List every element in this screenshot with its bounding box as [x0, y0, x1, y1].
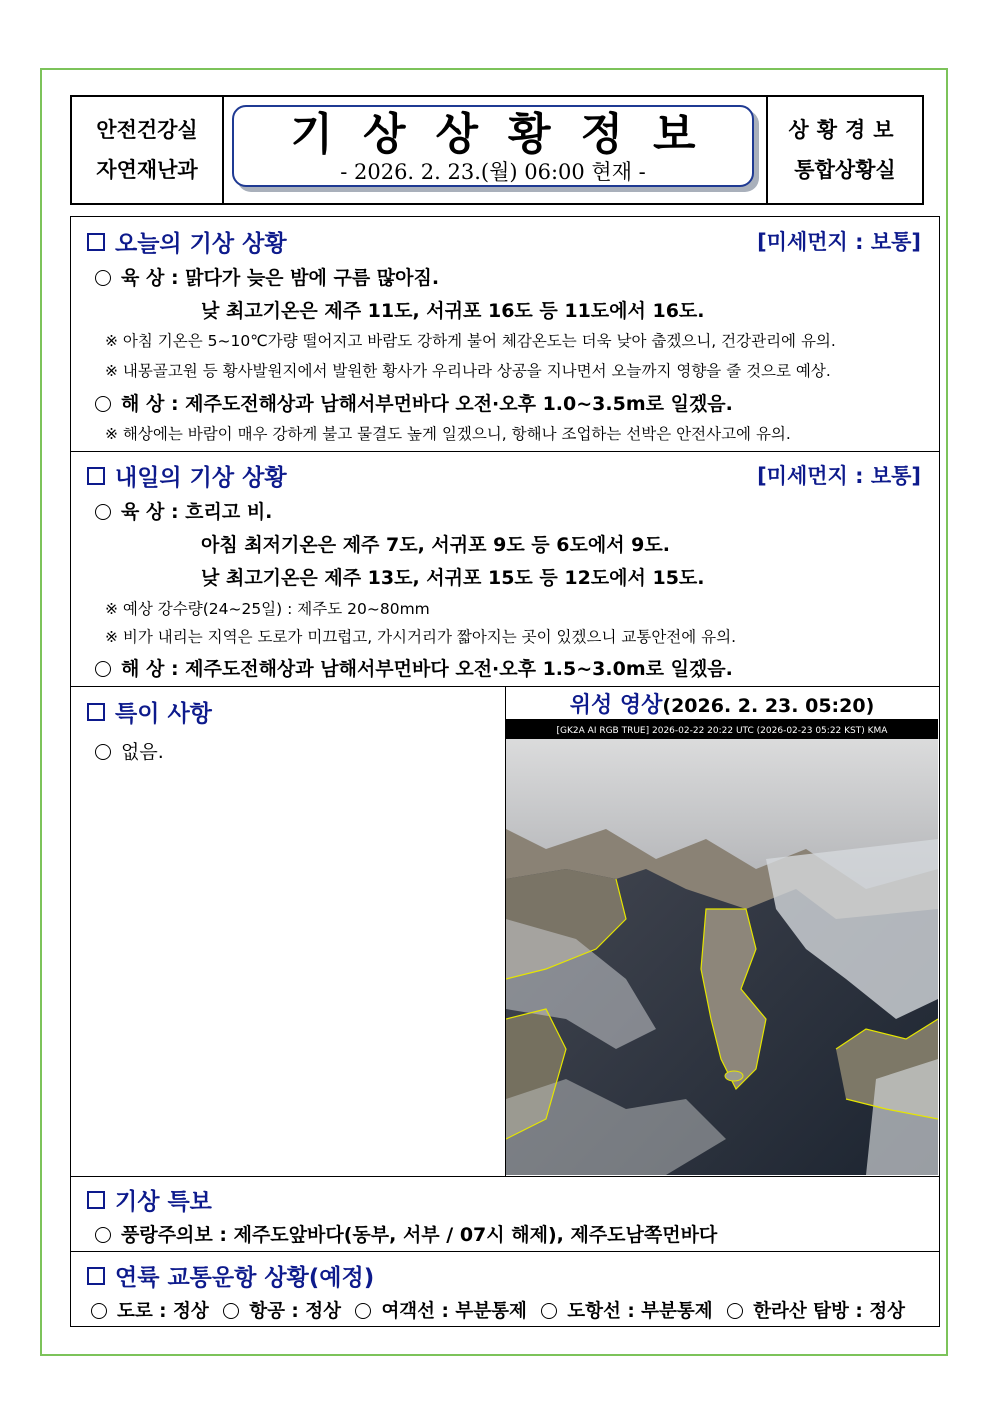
- circle-icon: [223, 1303, 239, 1319]
- traffic-hallasan: 한라산 탐방 : 정상: [753, 1301, 905, 1322]
- checkbox-icon: [87, 467, 105, 485]
- tomorrow-section: [70, 451, 940, 687]
- tomorrow-land-max: 낮 최고기온은 제주 13도, 서귀포 15도 등 12도에서 15도.: [201, 567, 705, 589]
- special-title: 특이 사항: [115, 701, 212, 727]
- report-date: - 2026. 2. 23.(월) 06:00 현재 -: [340, 160, 646, 184]
- circle-icon: [95, 661, 111, 677]
- circle-icon: [91, 1303, 107, 1319]
- circle-icon: [95, 1227, 111, 1243]
- office-line2: 통합상황실: [794, 158, 896, 182]
- circle-icon: [95, 744, 111, 760]
- circle-icon: [95, 504, 111, 520]
- satellite-map: [506, 719, 938, 1175]
- satellite-title: 위성 영상(2026. 2. 23. 05:20): [569, 693, 875, 718]
- traffic-air: 항공 : 정상: [249, 1301, 341, 1322]
- traffic-road: 도로 : 정상: [117, 1301, 209, 1322]
- today-dust: [미세먼지 : 보통]: [757, 230, 921, 254]
- warning-title: 기상 특보: [115, 1189, 212, 1215]
- tomorrow-dust: [미세먼지 : 보통]: [757, 464, 921, 488]
- today-section: [70, 216, 940, 452]
- department-block: [72, 97, 224, 203]
- today-land-temp: 낮 최고기온은 제주 11도, 서귀포 16도 등 11도에서 16도.: [201, 300, 705, 322]
- title-box: [232, 105, 754, 187]
- traffic-island-ferry: 도항선 : 부분통제: [567, 1301, 713, 1322]
- tomorrow-heading: [87, 459, 287, 492]
- today-sea: 해 상 : 제주도전해상과 남해서부먼바다 오전·오후 1.0~3.5m로 일겠음.: [95, 389, 733, 416]
- checkbox-icon: [87, 1267, 105, 1285]
- satellite-image: [506, 719, 938, 1175]
- circle-icon: [95, 270, 111, 286]
- traffic-status: [91, 1297, 905, 1323]
- today-heading: [87, 225, 287, 258]
- traffic-title: 연륙 교통운항 상황(예정): [115, 1265, 375, 1291]
- department-line1: 안전건강실: [96, 118, 198, 142]
- tomorrow-sea: 해 상 : 제주도전해상과 남해서부먼바다 오전·오후 1.5~3.0m로 일겠음.: [95, 654, 733, 681]
- checkbox-icon: [87, 1191, 105, 1209]
- office-line1: 상황경보: [788, 118, 902, 142]
- today-title: 오늘의 기상 상황: [115, 231, 287, 257]
- special-content: 없음.: [95, 737, 164, 764]
- today-note1: ※ 아침 기온은 5~10℃가량 떨어지고 바람도 강하게 불어 체감온도는 더욱 낮아 춥겠으니, 건강관리에 유의.: [105, 332, 836, 350]
- office-block: [766, 97, 922, 203]
- tomorrow-note1: ※ 예상 강수량(24~25일) : 제주도 20~80mm: [105, 600, 430, 618]
- traffic-heading: [87, 1259, 374, 1292]
- header: [70, 95, 924, 205]
- today-note3: ※ 해상에는 바람이 매우 강하게 불고 물결도 높게 일겠으니, 항해나 조업하는 선박은 안전사고에 유의.: [105, 425, 791, 443]
- traffic-section: [70, 1251, 940, 1327]
- warning-content: 풍랑주의보 : 제주도앞바다(동부, 서부 / 07시 해제), 제주도남쪽먼바다: [95, 1220, 717, 1247]
- tomorrow-note2: ※ 비가 내리는 지역은 도로가 미끄럽고, 가시거리가 짧아지는 곳이 있겠으니 교통안전에 유의.: [105, 628, 737, 646]
- special-heading: [87, 695, 212, 728]
- circle-icon: [541, 1303, 557, 1319]
- department-line2: 자연재난과: [96, 158, 198, 182]
- warning-heading: [87, 1183, 212, 1216]
- checkbox-icon: [87, 703, 105, 721]
- tomorrow-land: 육 상 : 흐리고 비.: [95, 497, 272, 524]
- page-title: 기상상황정보: [290, 109, 726, 160]
- today-land: 육 상 : 맑다가 늦은 밤에 구름 많아짐.: [95, 263, 439, 290]
- tomorrow-land-min: 아침 최저기온은 제주 7도, 서귀포 9도 등 6도에서 9도.: [201, 534, 670, 556]
- circle-icon: [727, 1303, 743, 1319]
- today-note2: ※ 내몽골고원 등 황사발원지에서 발원한 황사가 우리나라 상공을 지나면서 오늘까지 영향을 줄 것으로 예상.: [105, 362, 831, 380]
- circle-icon: [95, 396, 111, 412]
- checkbox-icon: [87, 233, 105, 251]
- traffic-ferry: 여객선 : 부분통제: [381, 1301, 527, 1322]
- warning-section: [70, 1176, 940, 1252]
- circle-icon: [355, 1303, 371, 1319]
- tomorrow-title: 내일의 기상 상황: [115, 465, 287, 491]
- satellite-caption: [GK2A AI RGB TRUE] 2026-02-22 20:22 UTC (2026-02-23 05:22 KST) KMA: [556, 726, 888, 736]
